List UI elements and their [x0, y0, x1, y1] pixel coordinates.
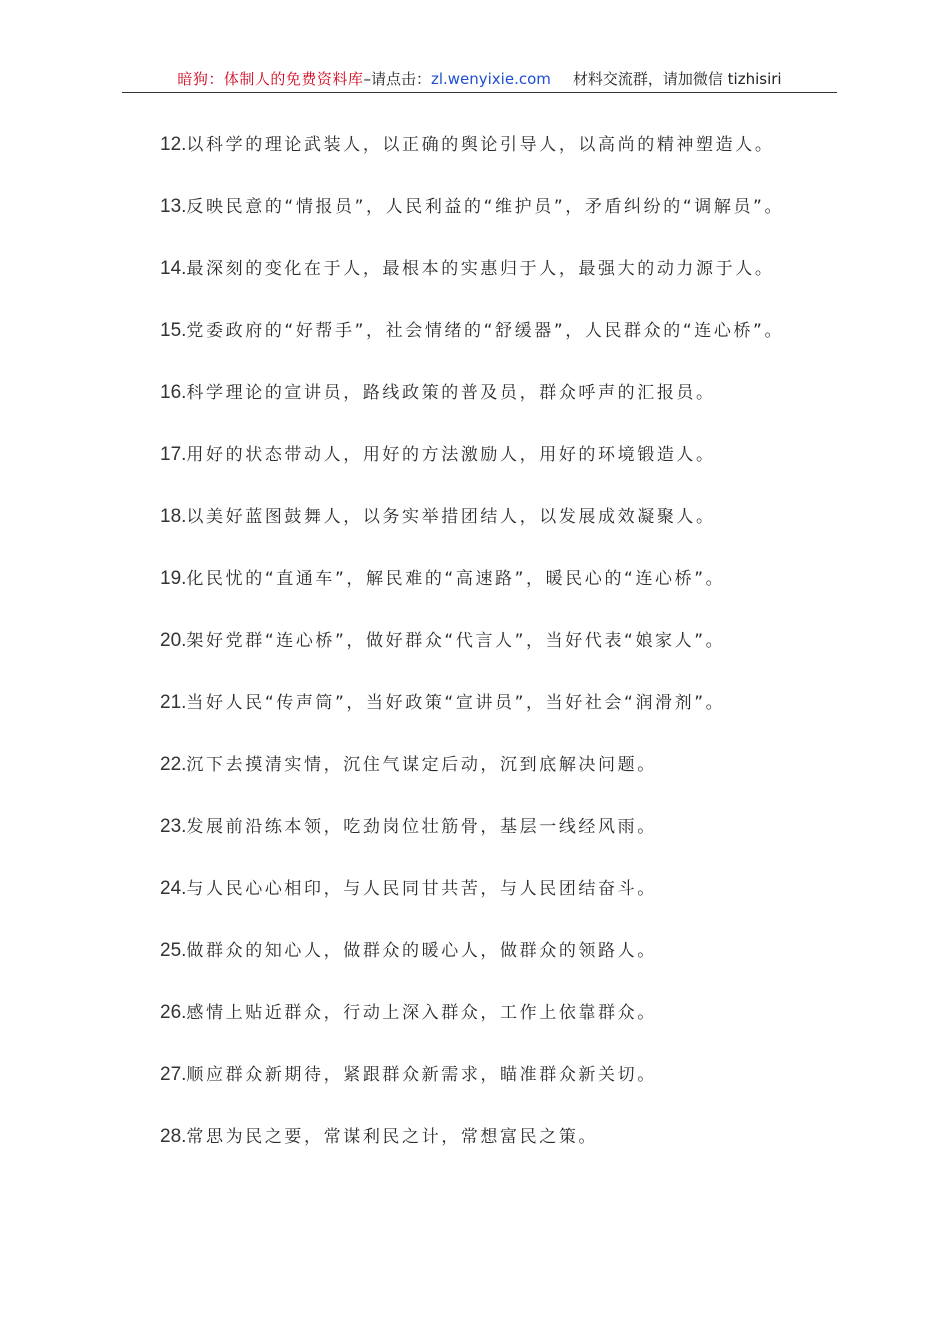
item-number: 25. [160, 940, 187, 961]
item-text: 反映民意的“情报员”，人民利益的“维护员”，矛盾纠纷的“调解员”。 [186, 197, 785, 217]
item-text: 架好党群“连心桥”，做好群众“代言人”，当好代表“娘家人”。 [186, 631, 726, 651]
item-text: 常思为民之要，常谋利民之计，常想富民之策。 [186, 1127, 599, 1147]
list-item [160, 872, 830, 934]
item-number: 27. [160, 1064, 187, 1085]
item-text: 发展前沿练本领，吃劲岗位壮筋骨，基层一线经风雨。 [186, 817, 657, 837]
item-number: 19. [160, 568, 187, 589]
list-item [160, 934, 830, 996]
list-item [160, 996, 830, 1058]
item-text: 当好人民“传声筒”，当好政策“宣讲员”，当好社会“润滑剂”。 [186, 693, 726, 713]
item-number: 16. [160, 382, 187, 403]
item-number: 17. [160, 444, 187, 465]
list-item [160, 438, 830, 500]
header-prompt: –请点击： [363, 70, 431, 88]
item-text: 科学理论的宣讲员，路线政策的普及员，群众呼声的汇报员。 [186, 383, 716, 403]
item-text: 做群众的知心人，做群众的暖心人，做群众的领路人。 [186, 941, 657, 961]
item-number: 12. [160, 134, 187, 155]
list-item [160, 500, 830, 562]
item-number: 26. [160, 1002, 187, 1023]
list-item [160, 686, 830, 748]
list-item [160, 128, 830, 190]
list-item [160, 1058, 830, 1120]
item-number: 14. [160, 258, 187, 279]
item-text: 用好的状态带动人，用好的方法激励人，用好的环境锻造人。 [186, 445, 716, 465]
item-number: 18. [160, 506, 187, 527]
item-text: 党委政府的“好帮手”，社会情绪的“舒缓器”，人民群众的“连心桥”。 [186, 321, 785, 341]
item-text: 最深刻的变化在于人，最根本的实惠归于人，最强大的动力源于人。 [186, 259, 775, 279]
header-group-info: 材料交流群，请加微信 tizhisiri [572, 70, 782, 88]
item-number: 13. [160, 196, 187, 217]
item-text: 与人民心心相印，与人民同甘共苦，与人民团结奋斗。 [186, 879, 657, 899]
item-number: 24. [160, 878, 187, 899]
item-text: 以科学的理论武装人，以正确的舆论引导人，以高尚的精神塑造人。 [186, 135, 775, 155]
item-number: 20. [160, 630, 187, 651]
list-item [160, 314, 830, 376]
list-item [160, 562, 830, 624]
list-item [160, 624, 830, 686]
list-item [160, 252, 830, 314]
list-item [160, 190, 830, 252]
item-number: 23. [160, 816, 187, 837]
item-number: 15. [160, 320, 187, 341]
header-url-link[interactable]: zl.wenyixie.com [430, 70, 551, 88]
item-text: 感情上贴近群众，行动上深入群众，工作上依靠群众。 [186, 1003, 657, 1023]
list-item [160, 748, 830, 810]
item-number: 21. [160, 692, 187, 713]
item-text: 以美好蓝图鼓舞人，以务实举措团结人，以发展成效凝聚人。 [186, 507, 716, 527]
list-item [160, 810, 830, 872]
page-header [122, 66, 837, 93]
header-brand: 暗狗：体制人的免费资料库 [177, 70, 364, 88]
item-text: 顺应群众新期待，紧跟群众新需求，瞄准群众新关切。 [186, 1065, 657, 1085]
list-item [160, 376, 830, 438]
list-item [160, 1120, 830, 1182]
item-number: 28. [160, 1126, 187, 1147]
item-text: 化民忧的“直通车”，解民难的“高速路”，暖民心的“连心桥”。 [186, 569, 726, 589]
item-number: 22. [160, 754, 187, 775]
item-text: 沉下去摸清实情，沉住气谋定后动，沉到底解决问题。 [186, 755, 657, 775]
slogan-list [160, 128, 830, 1182]
